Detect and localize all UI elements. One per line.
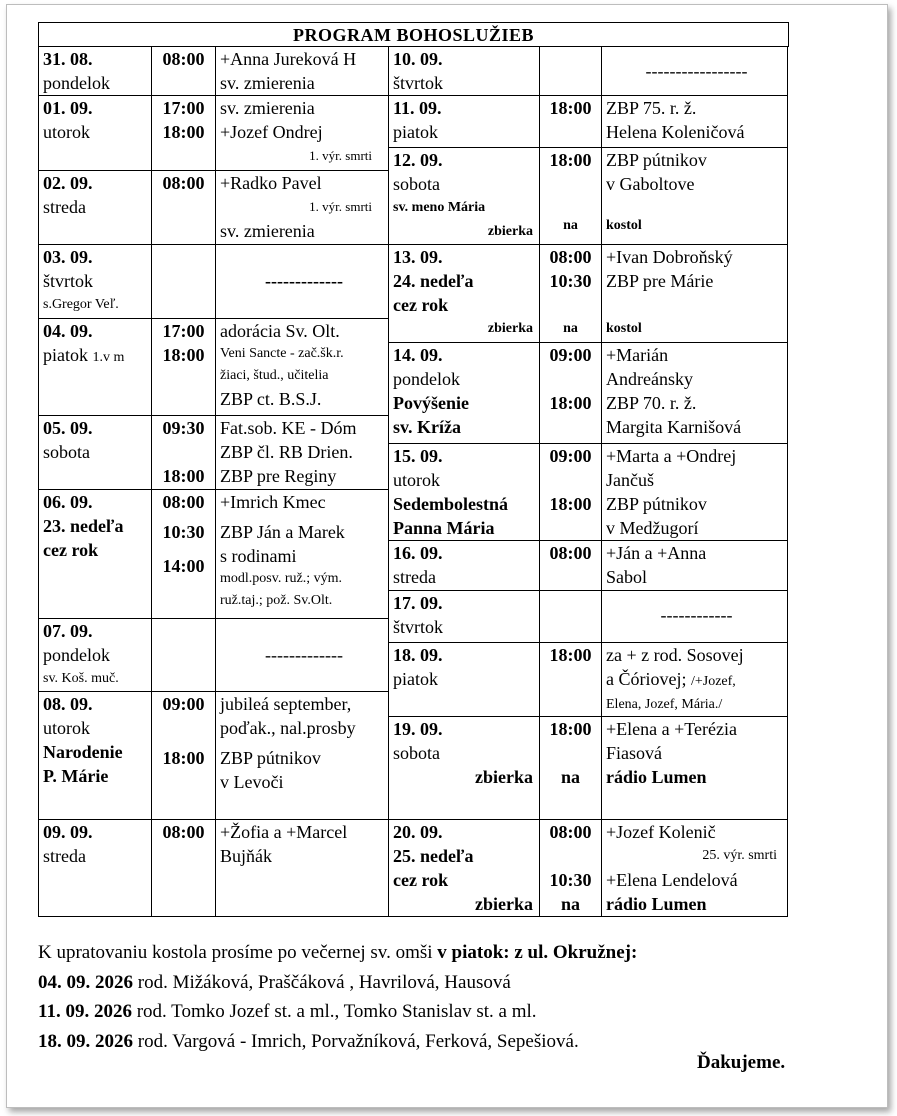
- table-row: [39, 96, 788, 148]
- time-cell: [152, 245, 216, 319]
- table-row: [39, 245, 788, 319]
- intention-cell: +Jozef Kolenič 25. výr. smrti +Elena Lendelová rádio Lumen: [602, 820, 788, 917]
- page-title: PROGRAM BOHOSLUŽIEB: [38, 22, 789, 47]
- intention-cell: +Radko Pavel 1. výr. smrti sv. zmierenia: [216, 171, 389, 245]
- date-cell: 19. 09. sobota zbierka: [389, 717, 540, 820]
- time-cell: 18:00: [540, 643, 602, 717]
- time-cell: 18:00 na: [540, 717, 602, 820]
- time-cell: 08:00 10:30 na: [540, 245, 602, 343]
- date-cell: 14. 09. pondelok Povýšenie sv. Kríža: [389, 343, 540, 444]
- intention-cell: +Anna Jureková H sv. zmierenia: [216, 47, 389, 96]
- intention-cell: +Žofia a +Marcel Bujňák: [216, 820, 389, 917]
- notice-intro: K upratovaniu kostola prosíme po večernej sv. omši v piatok: z ul. Okružnej:: [38, 942, 638, 963]
- intention-cell: -----------------: [602, 47, 788, 96]
- date-cell: 01. 09. utorok: [39, 96, 152, 171]
- notice-row: 04. 09. 2026 rod. Mižáková, Praščáková , Havrilová, Hausová: [38, 971, 511, 993]
- date-cell: 08. 09. utorok Narodenie P. Márie: [39, 692, 152, 820]
- intention-cell: +Ján a +Anna Sabol: [602, 541, 788, 591]
- notice-row: 18. 09. 2026 rod. Vargová - Imrich, Porvažníková, Ferková, Sepešiová.: [38, 1030, 579, 1052]
- time-cell: 08:00: [152, 47, 216, 96]
- cleaning-notice: [38, 938, 637, 1056]
- time-cell: 09:30 18:00: [152, 416, 216, 490]
- time-cell: 08:00 10:30 na: [540, 820, 602, 917]
- intention-cell: Fat.sob. KE - Dóm ZBP čl. RB Drien. ZBP pre Reginy: [216, 416, 389, 490]
- time-cell: 09:00 18:00: [152, 692, 216, 820]
- intention-cell: ZBP pútnikov v Gaboltove kostol: [602, 148, 788, 245]
- date-cell: 04. 09. piatok 1.v m: [39, 319, 152, 416]
- time-cell: 08:00 10:30 14:00: [152, 490, 216, 619]
- date-cell: 06. 09. 23. nedeľa cez rok: [39, 490, 152, 619]
- time-cell: 08:00: [152, 820, 216, 917]
- intention-cell: +Ivan Dobroňský ZBP pre Márie kostol: [602, 245, 788, 343]
- intention-cell: sv. zmierenia +Jozef Ondrej 1. výr. smrti: [216, 96, 389, 171]
- date-cell: 13. 09. 24. nedeľa cez rok zbierka: [389, 245, 540, 343]
- date-cell: 02. 09. streda: [39, 171, 152, 245]
- thanks-text: Ďakujeme.: [697, 1052, 786, 1073]
- intention-cell: adorácia Sv. Olt. Veni Sancte - zač.šk.r. žiaci, štud., učitelia ZBP ct. B.S.J.: [216, 319, 389, 416]
- date-cell: 10. 09. štvrtok: [389, 47, 540, 96]
- date-cell: 07. 09. pondelok sv. Koš. muč.: [39, 619, 152, 692]
- time-cell: [540, 47, 602, 96]
- date-cell: 05. 09. sobota: [39, 416, 152, 490]
- date-cell: 31. 08. pondelok: [39, 47, 152, 96]
- intention-cell: +Marián Andreánsky ZBP 70. r. ž. Margita Karnišová: [602, 343, 788, 444]
- time-cell: 17:00 18:00: [152, 319, 216, 416]
- date-cell: 12. 09. sobota sv. meno Mária zbierka: [389, 148, 540, 245]
- intention-cell: -------------: [216, 245, 389, 319]
- intention-cell: +Elena a +Terézia Fiasová rádio Lumen: [602, 717, 788, 820]
- intention-cell: -------------: [216, 619, 389, 692]
- date-cell: 16. 09. streda: [389, 541, 540, 591]
- time-cell: 09:00 18:00: [540, 343, 602, 444]
- date-cell: 11. 09. piatok: [389, 96, 540, 148]
- date-cell: 20. 09. 25. nedeľa cez rok zbierka: [389, 820, 540, 917]
- time-cell: 18:00: [540, 96, 602, 148]
- notice-row: 11. 09. 2026 rod. Tomko Jozef st. a ml., Tomko Stanislav st. a ml.: [38, 1001, 537, 1022]
- table-row: [39, 47, 788, 96]
- date-cell: 09. 09. streda: [39, 820, 152, 917]
- intention-cell: +Imrich Kmec ZBP Ján a Marek s rodinami modl.posv. ruž.; vým. ruž.taj.; pož. Sv.Olt.: [216, 490, 389, 619]
- intention-cell: +Marta a +Ondrej Jančuš ZBP pútnikov v Medžugorí: [602, 444, 788, 541]
- intention-cell: ------------: [602, 591, 788, 643]
- time-cell: 18:00 na: [540, 148, 602, 245]
- date-cell: 03. 09. štvrtok s.Gregor Veľ.: [39, 245, 152, 319]
- date-cell: 17. 09. štvrtok: [389, 591, 540, 643]
- time-cell: 17:00 18:00: [152, 96, 216, 171]
- table-row: [39, 820, 788, 841]
- date-cell: 18. 09. piatok: [389, 643, 540, 717]
- date-cell: 15. 09. utorok Sedembolestná Panna Mária: [389, 444, 540, 541]
- time-cell: [540, 591, 602, 643]
- time-cell: 08:00: [152, 171, 216, 245]
- schedule-table: [38, 46, 788, 917]
- time-cell: 08:00: [540, 541, 602, 591]
- time-cell: [152, 619, 216, 692]
- time-cell: 09:00 18:00: [540, 444, 602, 541]
- intention-cell: za + z rod. Sosovej a Čóriovej; /+Jozef, Elena, Jozef, Mária./: [602, 643, 788, 717]
- intention-cell: ZBP 75. r. ž. Helena Koleničová: [602, 96, 788, 148]
- intention-cell: jubileá september, poďak., nal.prosby ZBP pútnikov v Levoči: [216, 692, 389, 820]
